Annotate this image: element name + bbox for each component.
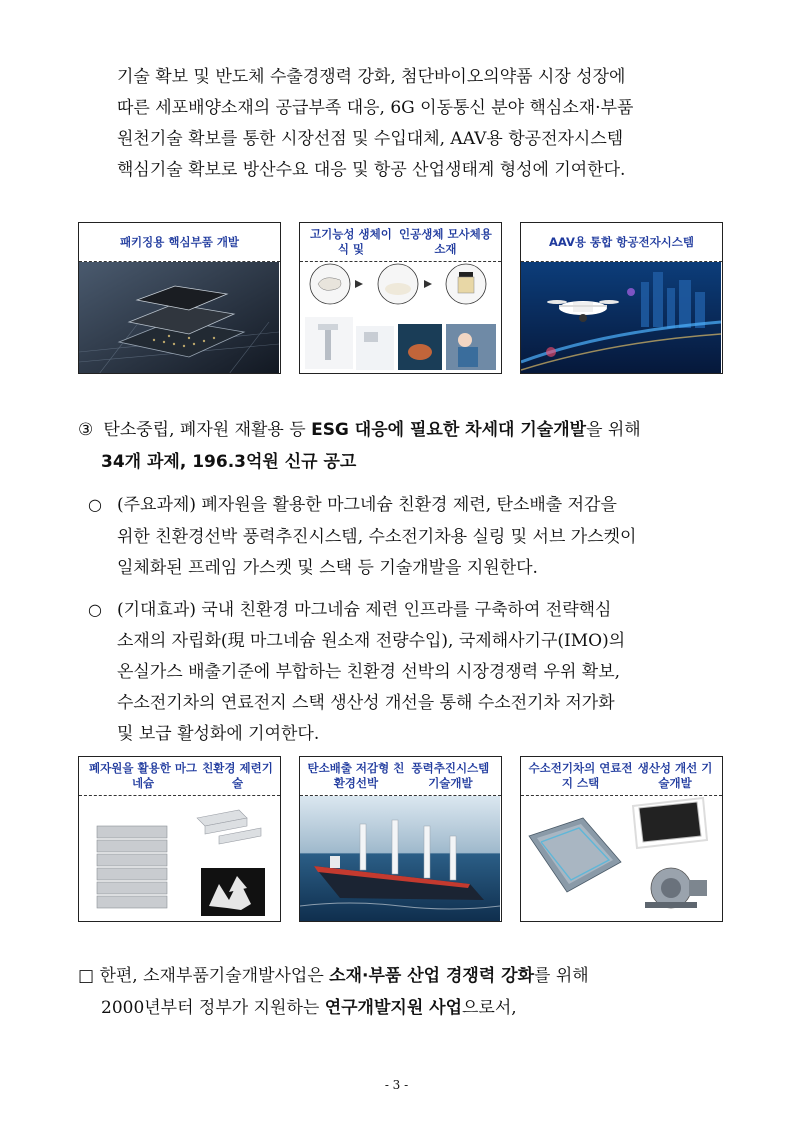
bullet2-line: 온실가스 배출기준에 부합하는 친환경 선박의 시장경쟁력 우위 확보, bbox=[117, 662, 621, 682]
bullet2-line: 수소전기차의 연료전지 스택 생산성 개선을 통해 수소전기차 저가화 bbox=[117, 693, 615, 713]
section3-tail: 을 위해 bbox=[586, 420, 641, 440]
bottom-panel-row bbox=[78, 756, 723, 922]
section3-lead: 탄소중립, 폐자원 재활용 등 bbox=[103, 420, 312, 440]
panel-title bbox=[300, 757, 501, 796]
panel-title-line-2: 풍력추진시스템 기술개발 bbox=[411, 761, 490, 790]
closing-line2 bbox=[101, 992, 751, 1024]
panel-title bbox=[79, 757, 280, 796]
magnesium-ingot-image bbox=[79, 796, 280, 921]
panel-fuel-cell bbox=[520, 756, 723, 922]
closing-lead: 한편, 소재부품기술개발사업은 bbox=[94, 966, 330, 986]
panel-title bbox=[300, 223, 501, 262]
closing-bold1: 소재·부품 산업 경쟁력 강화 bbox=[329, 966, 535, 986]
section3-marker: ③ bbox=[78, 420, 94, 440]
closing-marker: □ bbox=[78, 966, 95, 986]
bullet-marker: ○ bbox=[88, 600, 102, 619]
panel-title: 패키징용 핵심부품 개발 bbox=[79, 223, 280, 262]
closing-bold2: 연구개발지원 사업 bbox=[324, 998, 462, 1018]
panel-title-line-1: 고기능성 생체이식 및 bbox=[310, 227, 392, 256]
closing-line2-tail: 으로서, bbox=[462, 998, 517, 1018]
bullet1-line: 일체화된 프레임 가스켓 및 스택 등 기술개발을 지원한다. bbox=[117, 558, 538, 578]
panel-title: AAV용 통합 항공전자시스템 bbox=[521, 223, 722, 262]
bullet-marker: ○ bbox=[88, 495, 102, 514]
bullet1-line: (주요과제) 폐자원을 활용한 마그네슘 친환경 제련, 탄소배출 저감을 bbox=[117, 495, 617, 515]
fuel-cell-stack-image bbox=[521, 796, 722, 921]
intro-line: 핵심기술 확보로 방산수요 대응 및 항공 산업생태계 형성에 기여한다. bbox=[117, 160, 626, 180]
section3-bold2: 34개 과제, 196.3억원 신규 공고 bbox=[101, 452, 357, 472]
panel-title-line-2: 생산성 개선 기술개발 bbox=[637, 761, 713, 790]
chip-package-image bbox=[79, 262, 280, 373]
panel-title-line-1: 수소전기차의 연료전지 스택 bbox=[528, 761, 633, 790]
panel-avionics bbox=[520, 222, 723, 374]
panel-title-line-1: 탄소배출 저감형 친환경선박 bbox=[307, 761, 405, 790]
bullet2-line: (기대효과) 국내 친환경 마그네슘 제련 인프라를 구축하여 전략핵심 bbox=[117, 600, 612, 620]
closing-mid: 를 위해 bbox=[534, 966, 589, 986]
panel-title-line-1: 폐자원을 활용한 마그네슘 bbox=[89, 761, 198, 790]
top-panel-row bbox=[78, 222, 723, 376]
biomaterial-image bbox=[300, 262, 501, 373]
panel-biomaterial bbox=[299, 222, 502, 374]
intro-line: 따른 세포배양소재의 공급부족 대응, 6G 이동통신 분야 핵심소재·부품 bbox=[117, 98, 634, 118]
bullet2-line: 및 보급 활성화에 기여한다. bbox=[117, 724, 320, 744]
bullet2-line: 소재의 자립화(現 마그네슘 원소재 전량수입), 국제해사기구(IMO)의 bbox=[117, 631, 626, 651]
closing-line2-lead: 2000년부터 정부가 지원하는 bbox=[101, 998, 325, 1018]
panel-title bbox=[521, 757, 722, 796]
panel-magnesium bbox=[78, 756, 281, 922]
panel-title-line-2: 인공생체 모사체용 소재 bbox=[399, 227, 492, 256]
bullet1-line: 위한 친환경선박 풍력추진시스템, 수소전기차용 실링 및 서브 가스켓이 bbox=[117, 527, 637, 547]
panel-title-line-2: 친환경 제련기술 bbox=[202, 761, 273, 790]
intro-line: 기술 확보 및 반도체 수출경쟁력 강화, 첨단바이오의약품 시장 성장에 bbox=[117, 67, 626, 87]
intro-line: 원천기술 확보를 통한 시장선점 및 수입대체, AAV용 항공전자시스템 bbox=[117, 129, 624, 149]
ship-image bbox=[300, 796, 501, 921]
drone-city-image bbox=[521, 262, 722, 373]
panel-packaging bbox=[78, 222, 281, 374]
closing-line1 bbox=[78, 960, 728, 992]
page-number: - 3 - bbox=[384, 1078, 409, 1092]
section3-bold1: ESG 대응에 필요한 차세대 기술개발 bbox=[311, 420, 587, 440]
section3-heading-line1 bbox=[78, 414, 728, 446]
panel-wind-ship bbox=[299, 756, 502, 922]
